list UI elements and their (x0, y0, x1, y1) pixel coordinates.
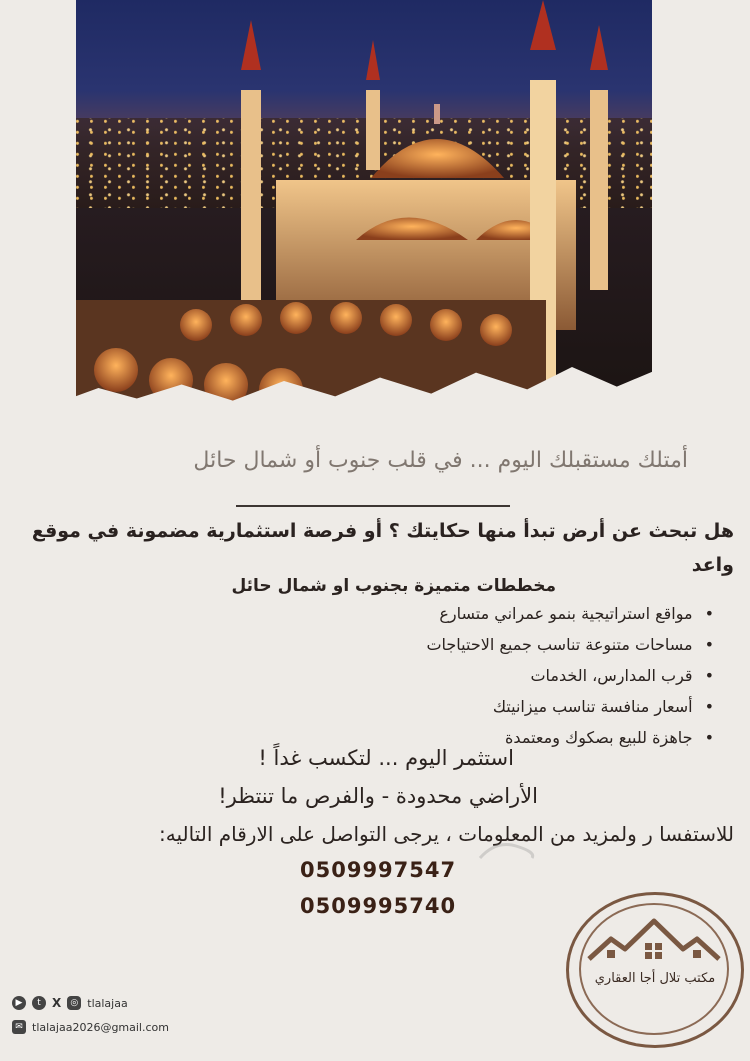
tagline: أمتلك مستقبلك اليوم ... في قلب جنوب أو شمال حائل (193, 448, 688, 473)
divider (236, 505, 510, 507)
social-handle[interactable]: tlalajaa (87, 996, 128, 1010)
office-logo (566, 892, 744, 1048)
list-item: • قرب المدارس، الخدمات (426, 660, 714, 691)
instagram-icon[interactable]: ◎ (67, 996, 81, 1010)
youtube-icon[interactable]: ▶ (12, 996, 26, 1010)
phone-number[interactable]: 0509997547 (300, 858, 457, 882)
email-address[interactable]: tlalajaa2026@gmail.com (32, 1020, 169, 1034)
tumblr-icon[interactable]: t (32, 996, 46, 1010)
feature-list (426, 598, 714, 753)
email-row (12, 1020, 169, 1034)
list-item: • جاهزة للبيع بصكوك ومعتمدة (426, 722, 714, 753)
subheading: مخططات متميزة بجنوب او شمال حائل (231, 576, 556, 596)
mosque-illustration (76, 0, 652, 410)
social-bar (12, 996, 128, 1010)
list-item: • مساحات متنوعة تناسب جميع الاحتياجات (426, 629, 714, 660)
hero-image (76, 0, 652, 410)
watermark-logo (476, 838, 536, 864)
logo-name: مكتب تلال أجا العقاري (594, 971, 716, 986)
phone-number[interactable]: 0509995740 (300, 894, 457, 918)
limited-offer: الأراضي محدودة - والفرص ما تنتظر! (218, 784, 538, 808)
watermark (476, 838, 536, 869)
list-item: • أسعار منافسة تناسب ميزانيتك (426, 691, 714, 722)
list-item: • مواقع استراتيجية بنمو عمراني متسارع (426, 598, 714, 629)
mail-icon: ✉ (12, 1020, 26, 1034)
contact-line: للاستفسا ر ولمزيد من المعلومات ، يرجى التواصل على الارقام التاليه: (159, 822, 734, 846)
x-icon[interactable]: X (52, 996, 62, 1010)
question-heading: هل تبحث عن أرض تبدأ منها حكايتك ؟ أو فرصة استثمارية مضمونة في موقع واعد (31, 520, 734, 576)
house-icon (581, 917, 727, 967)
invest-slogan: استثمر اليوم ... لتكسب غداً ! (258, 746, 514, 770)
